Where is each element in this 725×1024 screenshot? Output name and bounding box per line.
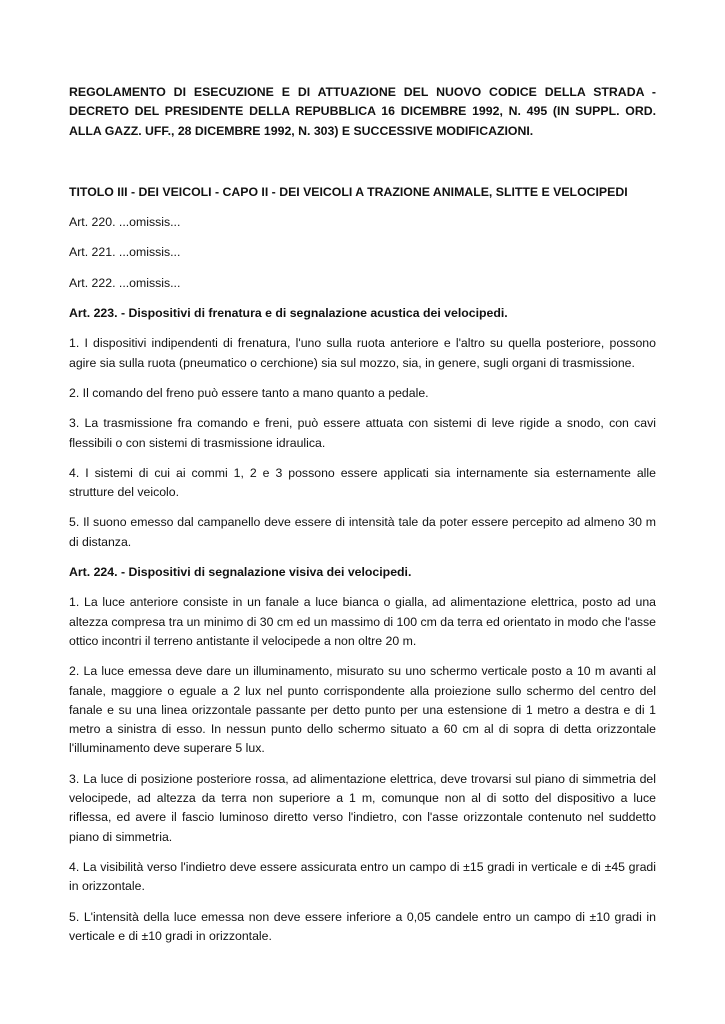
article-224-paragraph-2: 2. La luce emessa deve dare un illuminamento, misurato su uno schermo verticale posto a 10 m avanti al fanale, maggiore o eguale a 2 lux nel punto corrispondente alla proiezione sullo schermo del centro del fanale e su una linea orizzontale passante per detto punto per una estensione di 1 metro a destra e di 1 metro a sinistra di esso. In nessun punto dello schermo situato a 60 cm al di sopra di detta orizzontale l'illuminamento deve superare 5 lux. [69,664,656,756]
omitted-article-221: Art. 221. ...omissis... [69,245,181,260]
document-title: REGOLAMENTO DI ESECUZIONE E DI ATTUAZIONE DEL NUOVO CODICE DELLA STRADA - DECRETO DEL PRESIDENTE DELLA REPUBBLICA 16 DICEMBRE 1992, N. 495 (IN SUPPL. ORD. ALLA GAZZ. UFF., 28 DICEMBRE 1992, N. 303) E SUCCESSIVE MODIFICAZIONI. [69,85,656,138]
article-224-heading: Art. 224. - Dispositivi di segnalazione visiva dei velocipedi. [69,565,412,580]
section-heading: TITOLO III - DEI VEICOLI - CAPO II - DEI VEICOLI A TRAZIONE ANIMALE, SLITTE E VELOCIPEDI [69,184,628,199]
article-223-paragraph-3: 3. La trasmissione fra comando e freni, può essere attuata con sistemi di leve rigide a snodo, con cavi flessibili o con sistemi di trasmissione idraulica. [69,416,656,450]
article-223-paragraph-1: 1. I dispositivi indipendenti di frenatura, l'uno sulla ruota anteriore e l'altro su quella posteriore, possono agire sia sulla ruota (pneumatico o cerchione) sia sul mozzo, sia, in genere, sugli organi di trasmissione. [69,336,656,370]
omitted-article-220: Art. 220. ...omissis... [69,215,181,230]
article-224-paragraph-3: 3. La luce di posizione posteriore rossa, ad alimentazione elettrica, deve trovarsi sul piano di simmetria del velocipede, ad altezza da terra non superiore a 1 m, comunque non al di sotto del dispositivo a luce riflessa, ed avere il fascio luminoso diretto verso l'indietro, con l'asse orizzontale contenuto nel suddetto piano di simmetria. [69,771,656,844]
document-page [69,83,656,957]
article-223-paragraph-4: 4. I sistemi di cui ai commi 1, 2 e 3 possono essere applicati sia internamente sia esternamente alle strutture del veicolo. [69,465,656,500]
article-223-paragraph-2: 2. Il comando del freno può essere tanto a mano quanto a pedale. [69,385,429,400]
article-223-heading: Art. 223. - Dispositivi di frenatura e di segnalazione acustica dei velocipedi. [69,306,508,321]
article-224-paragraph-5: 5. L'intensità della luce emessa non deve essere inferiore a 0,05 candele entro un campo di ±10 gradi in verticale e di ±10 gradi in orizzontale. [69,909,656,943]
article-224-paragraph-1: 1. La luce anteriore consiste in un fanale a luce bianca o gialla, ad alimentazione elettrica, posto ad una altezza compresa tra un minimo di 30 cm ed un massimo di 100 cm da terra ed orientato in modo che l'asse ottico incontri il terreno antistante il velocipede a non oltre 20 m. [69,595,656,648]
article-223-paragraph-5: 5. Il suono emesso dal campanello deve essere di intensità tale da poter essere percepito ad almeno 30 m di distanza. [69,515,656,549]
omitted-article-222: Art. 222. ...omissis... [69,275,181,290]
article-224-paragraph-4: 4. La visibilità verso l'indietro deve essere assicurata entro un campo di ±15 gradi in verticale e di ±45 gradi in orizzontale. [69,859,656,894]
